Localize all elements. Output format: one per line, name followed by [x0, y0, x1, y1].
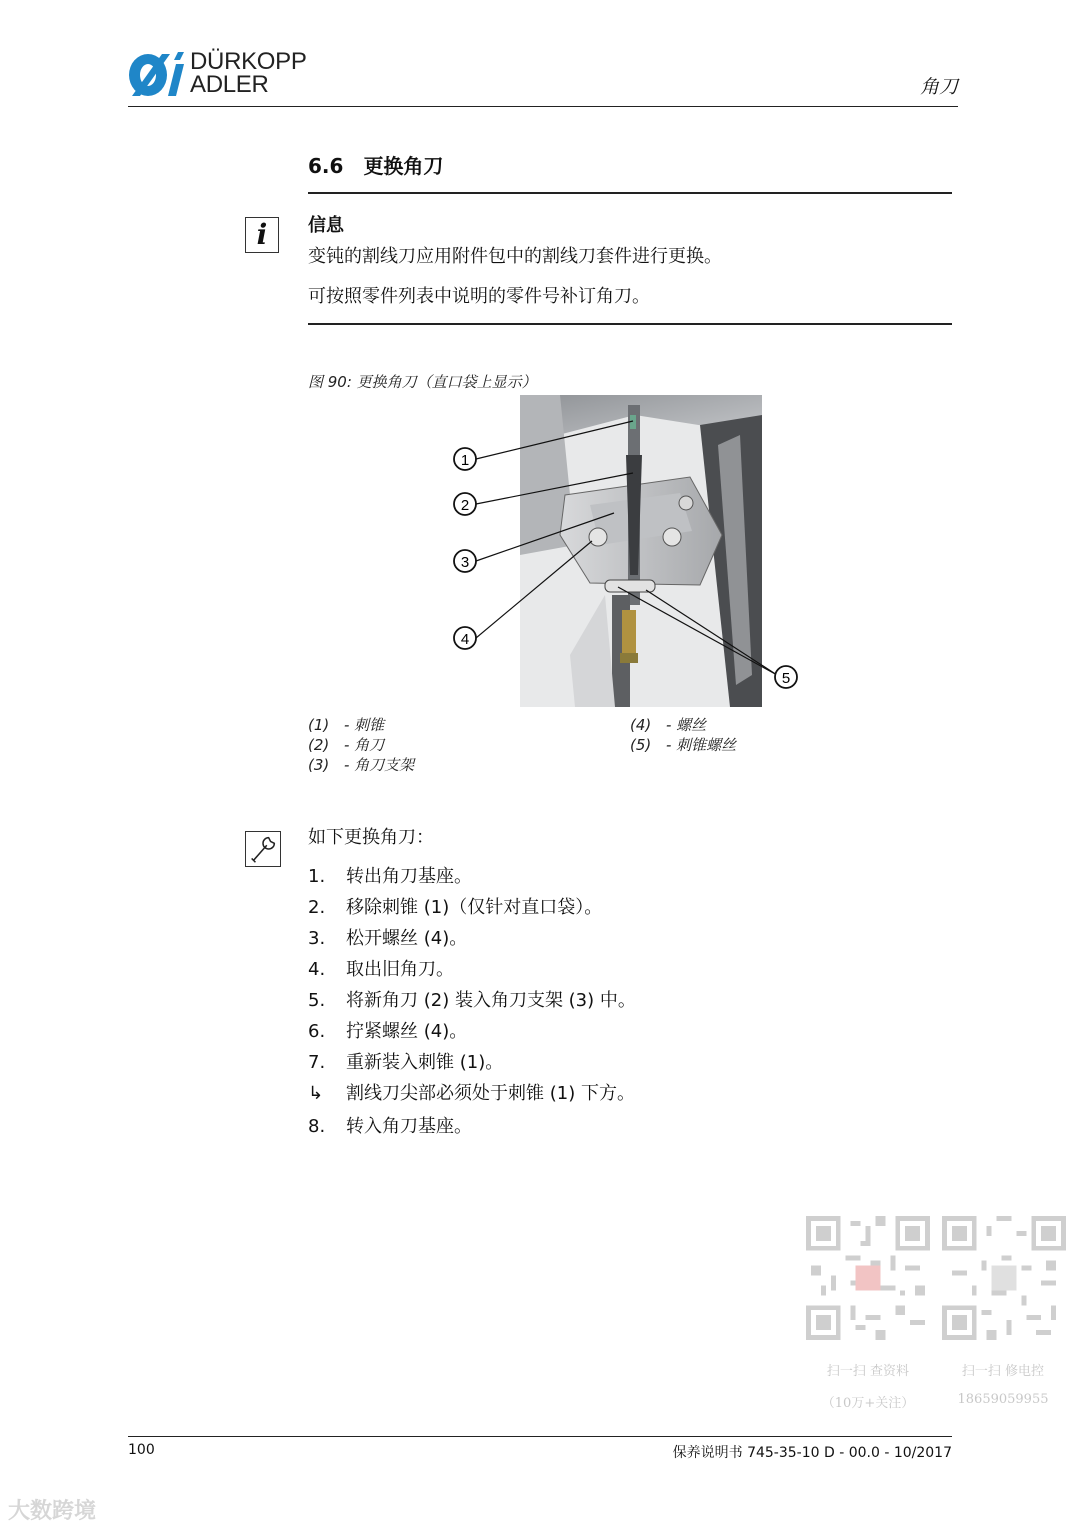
brand-name: DÜRKOPP ADLER — [190, 48, 307, 98]
document-reference: 保养说明书 745-35-10 D - 00.0 - 10/2017 — [672, 1445, 952, 1461]
callout-1 — [454, 448, 476, 470]
svg-text:1: 1 — [460, 452, 470, 469]
step-1: 1. 转出角刀基座。 — [308, 866, 472, 887]
qr-code-left-icon — [806, 1216, 930, 1340]
step-7: 7. 重新装入刺锥 (1)。 — [308, 1052, 504, 1073]
qr-left-caption-1: 扫一扫 查资料 — [826, 1364, 910, 1379]
section-divider — [308, 192, 952, 194]
qr-right-caption-1: 扫一扫 修电控 — [961, 1364, 1045, 1379]
svg-text:5: 5 — [781, 670, 791, 687]
qr-left-caption-2: （10万+关注） — [821, 1396, 915, 1411]
wrench-icon — [245, 831, 281, 867]
header-divider — [128, 106, 958, 107]
legend-item-5: (5) - 刺锥螺丝 — [630, 736, 737, 754]
svg-text:3: 3 — [460, 554, 470, 571]
info-divider — [308, 323, 952, 325]
info-heading: 信息 — [308, 215, 344, 236]
legend-item-2: (2) - 角刀 — [308, 736, 385, 754]
qr-code-right-icon — [942, 1216, 1066, 1340]
info-line-1: 变钝的割线刀应用附件包中的割线刀套件进行更换。 — [308, 246, 722, 267]
callout-5 — [775, 666, 797, 688]
corner-knife-photo — [400, 395, 810, 710]
step-6: 6. 拧紧螺丝 (4)。 — [308, 1021, 468, 1042]
page-number: 100 — [128, 1442, 155, 1458]
callout-3 — [454, 550, 476, 572]
durkopp-adler-logo-icon — [128, 52, 184, 98]
result-arrow-icon: ↳ — [308, 1083, 324, 1104]
step-4: 4. 取出旧角刀。 — [308, 959, 454, 980]
section-title: 6.6 更换角刀 — [308, 154, 444, 178]
callout-4 — [454, 627, 476, 649]
step-3: 3. 松开螺丝 (4)。 — [308, 928, 468, 949]
step-5: 5. 将新角刀 (2) 装入角刀支架 (3) 中。 — [308, 990, 636, 1011]
info-line-2: 可按照零件列表中说明的零件号补订角刀。 — [308, 286, 650, 307]
info-icon: i — [245, 217, 279, 253]
legend-item-1: (1) - 刺锥 — [308, 716, 385, 734]
legend-item-3: (3) - 角刀支架 — [308, 756, 415, 774]
footer-divider — [128, 1436, 952, 1437]
watermark: 大数跨境 — [8, 1499, 97, 1524]
legend-item-4: (4) - 螺丝 — [630, 716, 707, 734]
step-result: ↳ 割线刀尖部必须处于刺锥 (1) 下方。 — [308, 1083, 635, 1104]
header-section-label: 角刀 — [919, 76, 958, 98]
callout-2 — [454, 493, 476, 515]
step-2: 2. 移除刺锥 (1)（仅针对直口袋）。 — [308, 897, 603, 918]
figure-caption: 图 90: 更换角刀（直口袋上显示） — [308, 373, 537, 391]
procedure-intro: 如下更换角刀： — [308, 827, 434, 848]
qr-right-caption-2: 18659059955 — [957, 1392, 1049, 1407]
step-8: 8. 转入角刀基座。 — [308, 1116, 472, 1137]
svg-text:4: 4 — [460, 631, 470, 648]
svg-text:2: 2 — [460, 497, 470, 514]
